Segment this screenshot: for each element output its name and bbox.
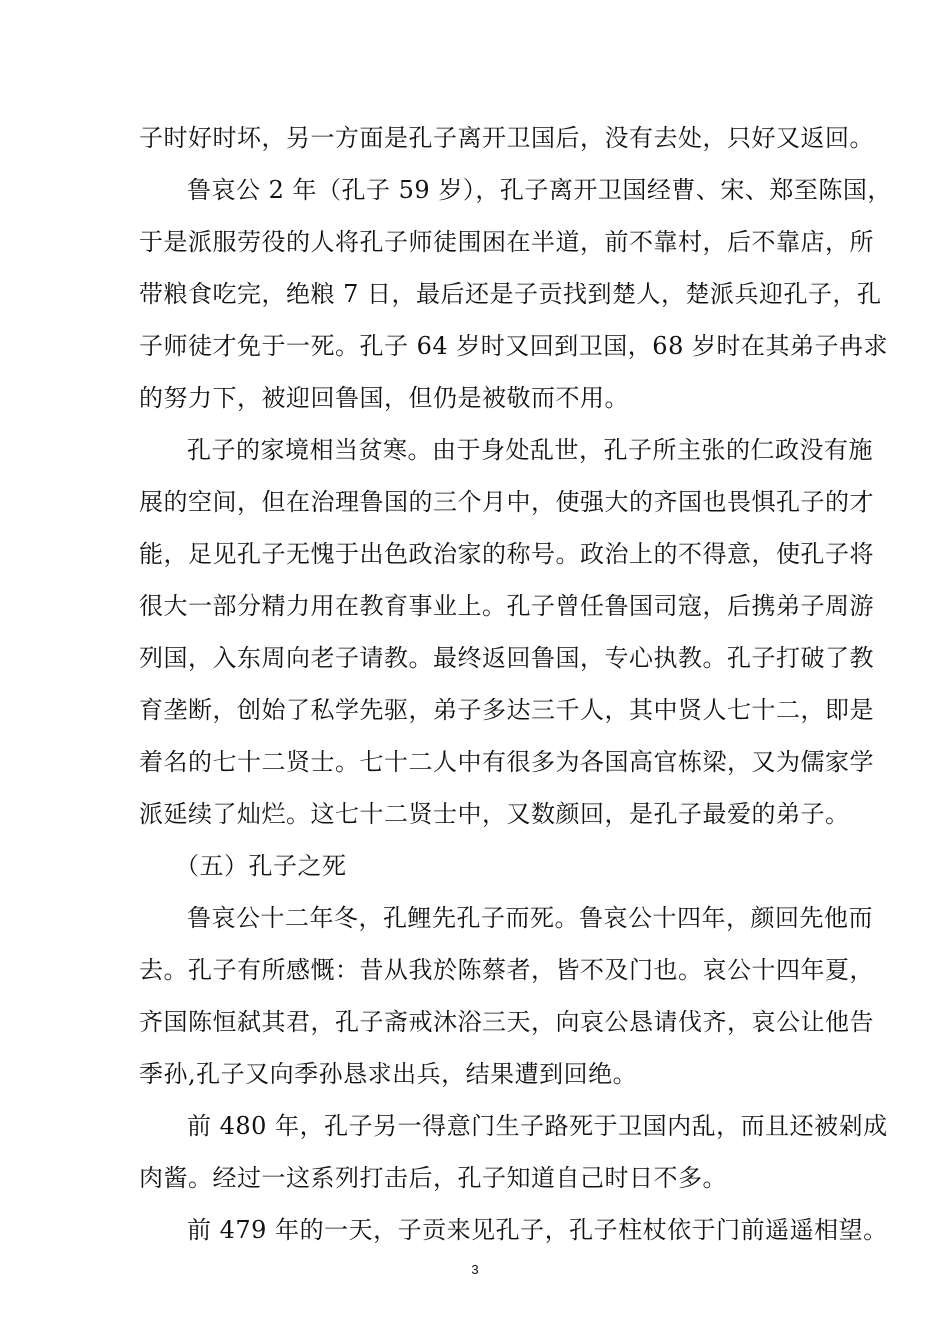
- paragraph-first-line: 孔子的家境相当贫寒。由于身处乱世，孔子所主张的仁政没有施: [187, 436, 873, 464]
- paragraph-first-line: 鲁哀公 2 年（孔子 59 岁），孔子离开卫国经曹、宋、郑至陈国，: [187, 176, 892, 204]
- text-line: 季孙,孔子又向季孙恳求出兵，结果遭到回绝。: [139, 1060, 638, 1088]
- text-line: 子时好时坏，另一方面是孔子离开卫国后，没有去处，只好又返回。: [139, 124, 874, 152]
- section-heading: （五）孔子之死: [175, 852, 347, 880]
- text-line: 子师徒才免于一死。孔子 64 岁时又回到卫国，68 岁时在其弟子冉求: [139, 332, 888, 360]
- text-line: 能，足见孔子无愧于出色政治家的称号。政治上的不得意，使孔子将: [139, 540, 874, 568]
- text-line: 去。孔子有所感慨：昔从我於陈蔡者，皆不及门也。哀公十四年夏，: [139, 956, 874, 984]
- paragraph-first-line: 鲁哀公十二年冬，孔鲤先孔子而死。鲁哀公十四年，颜回先他而: [187, 904, 873, 932]
- paragraph-first-line: 前 479 年的一天，子贡来见孔子，孔子柱杖依于门前遥遥相望。: [187, 1216, 888, 1244]
- text-line: 齐国陈恒弑其君，孔子斋戒沐浴三天，向哀公恳请伐齐，哀公让他告: [139, 1008, 874, 1036]
- text-line: 着名的七十二贤士。七十二人中有很多为各国高官栋梁，又为儒家学: [139, 748, 874, 776]
- text-line: 育垄断，创始了私学先驱，弟子多达三千人，其中贤人七十二，即是: [139, 696, 874, 724]
- text-line: 的努力下，被迎回鲁国，但仍是被敬而不用。: [139, 384, 629, 412]
- text-line: 派延续了灿烂。这七十二贤士中，又数颜回，是孔子最爱的弟子。: [139, 800, 850, 828]
- paragraph-first-line: 前 480 年，孔子另一得意门生子路死于卫国内乱，而且还被剁成: [187, 1112, 888, 1140]
- text-line: 列国，入东周向老子请教。最终返回鲁国，专心执教。孔子打破了教: [139, 644, 874, 672]
- page-number: 3: [471, 1262, 479, 1277]
- text-line: 带粮食吃完，绝粮 7 日，最后还是子贡找到楚人，楚派兵迎孔子，孔: [139, 280, 882, 308]
- text-line: 很大一部分精力用在教育事业上。孔子曾任鲁国司寇，后携弟子周游: [139, 592, 874, 620]
- text-line: 展的空间，但在治理鲁国的三个月中，使强大的齐国也畏惧孔子的才: [139, 488, 874, 516]
- text-line: 于是派服劳役的人将孔子师徒围困在半道，前不靠村，后不靠店，所: [139, 228, 874, 256]
- text-line: 肉酱。经过一这系列打击后，孔子知道自己时日不多。: [139, 1164, 727, 1192]
